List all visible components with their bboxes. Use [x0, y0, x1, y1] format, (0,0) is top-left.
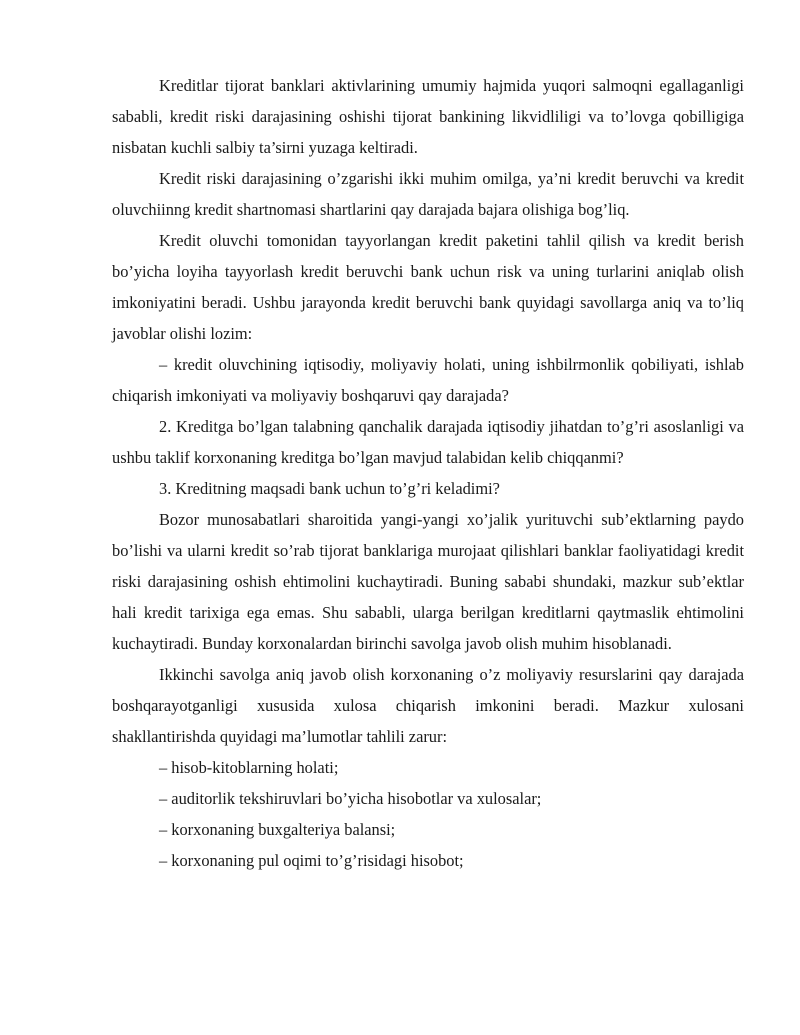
paragraph-second-question: Ikkinchi savolga aniq javob olish korxonaning o’z moliyaviy resurslarini qay darajada boshqarayotganligi xususida xulosa chiqarish imkonini beradi. Mazkur xulosani shakllantirishda quyidagi ma’lumotlar tahlili zarur:	[112, 665, 744, 746]
document-page	[112, 70, 744, 876]
paragraph-credit-share: Kreditlar tijorat banklari aktivlarining umumiy hajmida yuqori salmoqni egallaganligi sababli, kredit riski darajasining oshishi tijorat bankining likvidliligi va to’lovga qobilligiga nisbatan kuchli salbiy ta’sirni yuzaga keltiradi.	[112, 76, 744, 157]
list-item-cash-flow: – korxonaning pul oqimi to’g’risidagi hisobot;	[159, 851, 464, 870]
paragraph-credit-package: Kredit oluvchi tomonidan tayyorlangan kredit paketini tahlil qilish va kredit berish bo’yicha loyiha tayyorlash kredit beruvchi bank uchun risk va uning turlarini aniqlab olish imkoniyatini beradi. Ushbu jarayonda kredit beruvchi bank quyidagi savollarga aniq va to’liq javoblar olishi lozim:	[112, 231, 744, 343]
list-item-audit-reports: – auditorlik tekshiruvlari bo’yicha hisobotlar va xulosalar;	[159, 789, 542, 808]
paragraph-market-relations: Bozor munosabatlari sharoitida yangi-yangi xo’jalik yurituvchi sub’ektlarning paydo bo’lishi va ularni kredit so’rab tijorat banklariga murojaat qilishlari banklar faoliyatidagi kredit riski darajasining oshish ehtimolini kuchaytiradi. Buning sababi shundaki, mazkur sub’ektlar hali kredit tarixiga ega emas. Shu sababli, ularga berilgan kreditlarni qaytmaslik ehtimolini kuchaytiradi. Bunday korxonalardan birinchi savolga javob olish muhim hisoblanadi.	[112, 510, 744, 653]
list-item-question-2: 2. Kreditga bo’lgan talabning qanchalik darajada iqtisodiy jihatdan to’g’ri asoslanligi va ushbu taklif korxonaning kreditga bo’lgan mavjud talabidan kelib chiqqanmi?	[112, 417, 744, 467]
list-item-question-3: 3. Kreditning maqsadi bank uchun to’g’ri keladimi?	[159, 479, 500, 498]
list-item-balance-sheet: – korxonaning buxgalteriya balansi;	[159, 820, 396, 839]
paragraph-risk-factors: Kredit riski darajasining o’zgarishi ikki muhim omilga, ya’ni kredit beruvchi va kredit oluvchiinng kredit shartnomasi shartlarini qay darajada bajara olishiga bog’liq.	[112, 169, 744, 219]
list-item-borrower-condition: – kredit oluvchining iqtisodiy, moliyaviy holati, uning ishbilrmonlik qobiliyati, ishlab chiqarish imkoniyati va moliyaviy boshqaruvi qay darajada?	[112, 355, 744, 405]
list-item-settlements: – hisob-kitoblarning holati;	[159, 758, 339, 777]
